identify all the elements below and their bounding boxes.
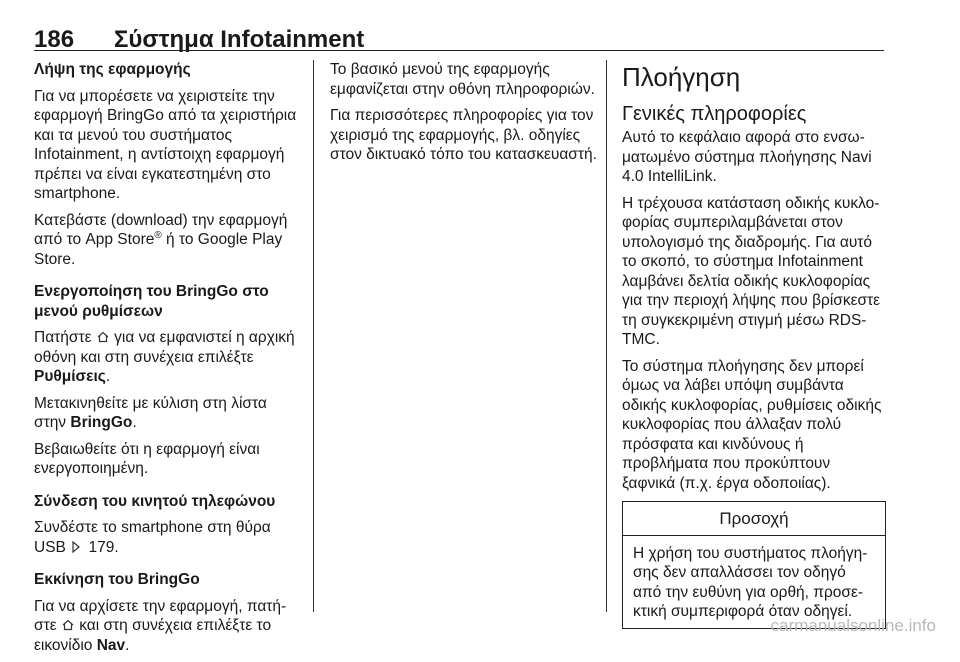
caution-title: Προσοχή [623, 502, 885, 536]
page-title: Σύστημα Infotainment [114, 26, 365, 53]
column-2 [330, 60, 598, 172]
text-run: Πατήστε [34, 329, 96, 346]
section-heading-general: Γενικές πληροφορίες [622, 103, 807, 125]
caution-text: Η χρήση του συστήματος πλοήγησης δεν απαλλάσσει τον οδηγό από την ευθύνη για ορθή, προσεκτική συμπεριφορά όταν οδηγεί. [633, 544, 868, 620]
caution-box [622, 501, 886, 629]
settings-label: Ρυθμίσεις [34, 368, 106, 385]
home-icon [61, 618, 75, 632]
home-icon [96, 330, 110, 344]
text-run: για να εμφανιστεί η αρχική οθόνη και στη συνέχεια επιλέξτε [34, 329, 295, 366]
column-3 [622, 60, 886, 629]
section-heading-start: Εκκίνηση του BringGo [34, 571, 200, 588]
text-run: Για να αρχίσετε την εφαρμογή, πατήστε [34, 597, 287, 634]
text-run: Συνδέστε το smartphone στη θύρα USB [34, 519, 271, 556]
column-divider-2 [606, 60, 607, 612]
column-1 [34, 60, 302, 662]
text-run: . [132, 414, 137, 431]
paragraph: Βεβαιωθείτε ότι η εφαρμογή είναι ενεργοποιημένη. [34, 440, 260, 477]
header-rule [34, 50, 884, 51]
paragraph: Για να μπορέσετε να χειριστείτε την εφαρμογή BringGo από τα χειριστήρια και τα μενού του συστήματος Infotainment, η αντίστοιχη εφαρμογή πρέπει να είναι εγκατεστημένη στο smartphone. [34, 87, 297, 202]
paragraph [34, 394, 302, 433]
paragraph: Αυτό το κεφάλαιο αφορά στο ενσωματωμένο σύστημα πλοήγησης Navi 4.0 IntelliLink. [622, 129, 872, 185]
text-run: και στη συνέχεια επιλέξτε το εικονίδιο [34, 617, 272, 654]
section-heading-connect: Σύνδεση του κινητού τηλεφώνου [34, 492, 276, 510]
watermark: carmanualsonline.info [770, 616, 936, 635]
paragraph: Η τρέχουσα κατάσταση οδικής κυκλοφορίας συμπεριλαμβάνεται στον υπολογισμό της διαδρομής. Για αυτό το σκοπό, το σύστημα Infotainment λαμβάνει δελτία οδικής κυκλοφορίας για την περιοχή λήψης που βρίσκεστε τη συγκεκριμένη στιγμή μέσω RDS-TMC. [622, 194, 881, 348]
section-heading-download: Λήψη της εφαρμογής [34, 61, 191, 78]
page-number: 186 [34, 26, 75, 53]
reference-arrow-icon [70, 540, 84, 554]
bringgo-label: BringGo [70, 414, 133, 431]
page-reference[interactable]: 179 [88, 538, 115, 556]
paragraph: Για περισσότερες πληροφορίες για τον χειρισμό της εφαρμογής, βλ. οδηγίες στον δικτυακό τόπο του κατασκευαστή. [330, 107, 597, 163]
section-heading-activate: Ενεργοποίηση του BringGo στο μενού ρυθμίσεων [34, 283, 269, 320]
text-run: . [125, 636, 130, 654]
text-run: . [114, 538, 119, 556]
paragraph [34, 597, 302, 656]
chapter-heading: Πλοήγηση [622, 62, 741, 92]
text-run: Μετακινηθείτε με κύλιση στη λίστα στην [34, 394, 267, 431]
paragraph [34, 328, 302, 387]
paragraph: Το βασικό μενού της εφαρμογής εμφανίζεται στην οθόνη πληροφοριών. [330, 61, 595, 98]
paragraph [34, 211, 302, 270]
text-run: ή το Google Play Store. [34, 231, 283, 268]
paragraph [34, 518, 302, 557]
paragraph: Το σύστημα πλοήγησης δεν μπορεί όμως να λάβει υπόψη συμβάντα οδικής κυκλοφορίας, ρυθμίσεις οδικής κυκλοφορίας που άλλαξαν πολύ πρόσφατα και κινδύνους ή προβλήματα που προκύπτουν ξαφνικά (π.χ. έργα οδοποιίας). [622, 357, 882, 492]
text-run: Κατεβάστε (download) την εφαρμογή από το App Store [34, 211, 288, 248]
nav-label: Nav [96, 636, 126, 654]
column-divider-1 [313, 60, 314, 612]
text-run: . [105, 368, 111, 385]
registered-mark: ® [154, 229, 162, 241]
